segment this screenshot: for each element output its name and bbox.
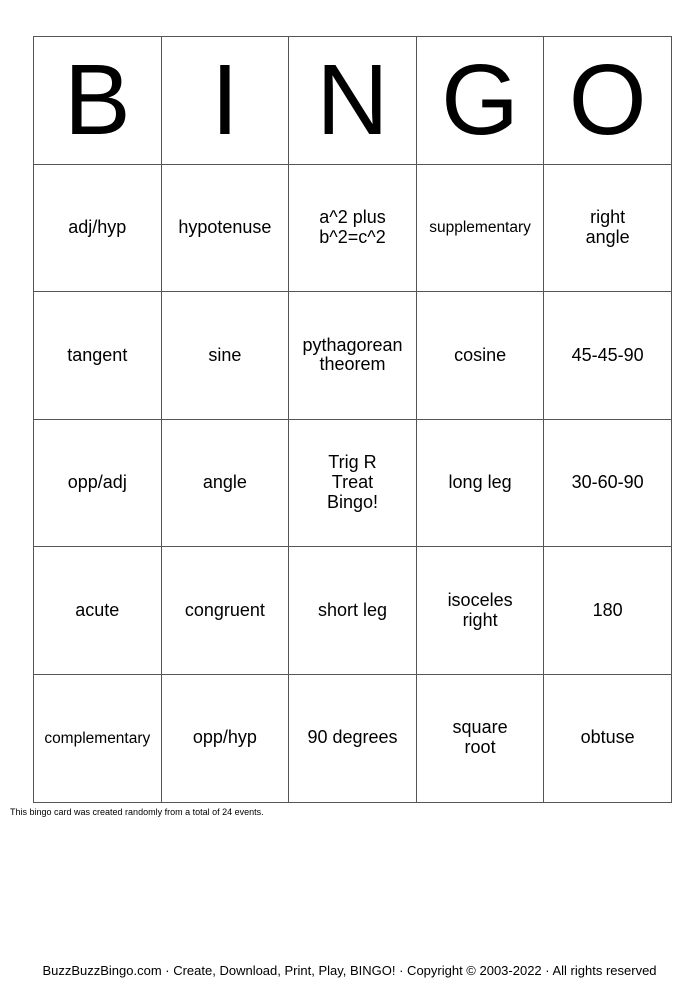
bingo-cell: complementary (34, 674, 162, 802)
bingo-cell: a^2 plus b^2=c^2 (289, 164, 417, 292)
header-row (34, 37, 672, 165)
generation-note: This bingo card was created randomly from a total of 24 events. (10, 807, 264, 817)
card-row (34, 164, 672, 292)
bingo-cell: 90 degrees (289, 674, 417, 802)
bingo-cell: cosine (416, 292, 544, 420)
card-row (34, 674, 672, 802)
bingo-cell: isoceles right (416, 547, 544, 675)
card-row (34, 419, 672, 547)
bingo-cell: short leg (289, 547, 417, 675)
header-letter-n: N (289, 37, 417, 165)
card-row (34, 547, 672, 675)
bingo-cell: opp/adj (34, 419, 162, 547)
bingo-cell: right angle (544, 164, 672, 292)
footer-copyright: BuzzBuzzBingo.com · Create, Download, Print, Play, BINGO! · Copyright © 2003-2022 · All rights reserved (42, 963, 657, 978)
header-letter-b: B (34, 37, 162, 165)
bingo-cell: 45-45-90 (544, 292, 672, 420)
bingo-cell: congruent (161, 547, 289, 675)
bingo-cell: hypotenuse (161, 164, 289, 292)
bingo-cell: supplementary (416, 164, 544, 292)
bingo-cell: tangent (34, 292, 162, 420)
bingo-cell: square root (416, 674, 544, 802)
header-letter-o: O (544, 37, 672, 165)
bingo-cell: acute (34, 547, 162, 675)
bingo-cell: obtuse (544, 674, 672, 802)
header-letter-g: G (416, 37, 544, 165)
bingo-cell: angle (161, 419, 289, 547)
bingo-cell: 30-60-90 (544, 419, 672, 547)
card-row (34, 292, 672, 420)
bingo-cell: pythagorean theorem (289, 292, 417, 420)
bingo-cell: long leg (416, 419, 544, 547)
header-letter-i: I (161, 37, 289, 165)
free-space-cell: Trig R Treat Bingo! (289, 419, 417, 547)
bingo-card (33, 36, 672, 803)
bingo-cell: opp/hyp (161, 674, 289, 802)
bingo-cell: adj/hyp (34, 164, 162, 292)
bingo-cell: sine (161, 292, 289, 420)
bingo-cell: 180 (544, 547, 672, 675)
